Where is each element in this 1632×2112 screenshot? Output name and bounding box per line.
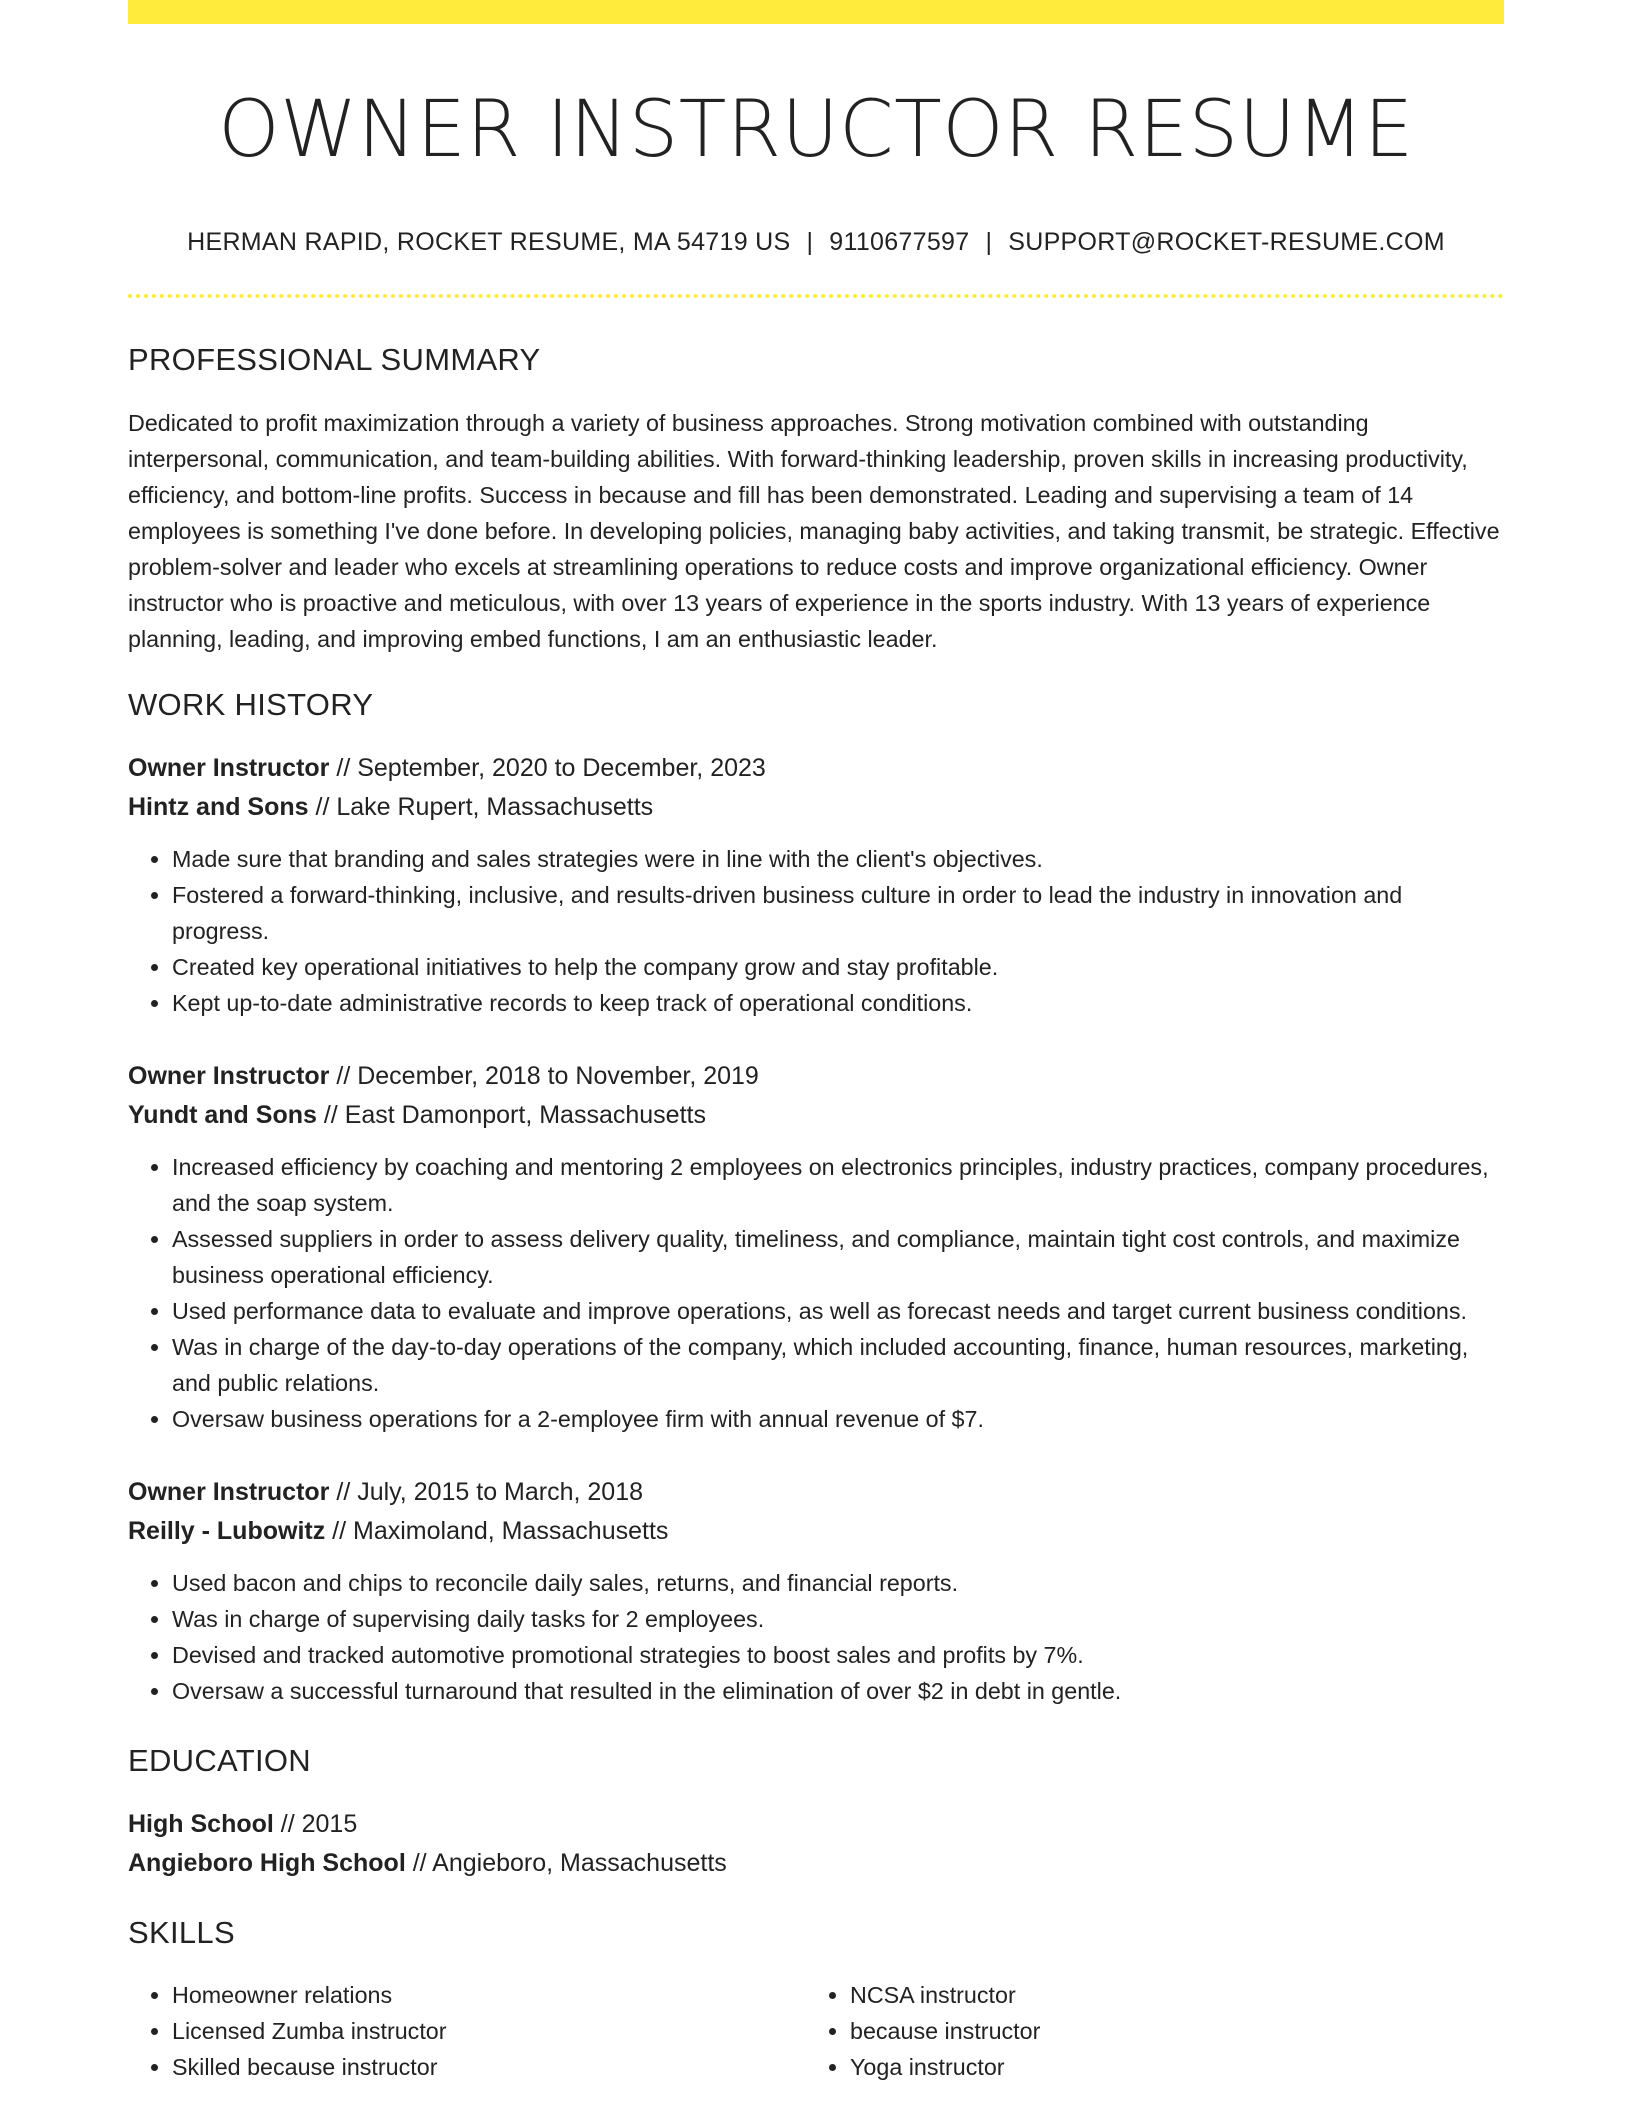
job-dates: // December, 2018 to November, 2019 [329,1061,759,1090]
job-bullet: • Fostered a forward-thinking, inclusive, and results-driven business culture in order to lead the industry in innovation and progress. [172,877,1504,949]
summary-heading: PROFESSIONAL SUMMARY [128,341,541,377]
job-title-line [128,749,1504,788]
job-bullet: • Made sure that branding and sales strategies were in line with the client's objectives. [172,841,1504,877]
job-location: // Maximoland, Massachusetts [325,1516,669,1545]
job-company: Yundt and Sons [128,1100,317,1129]
education-entry [128,1805,1504,1883]
job-title-line [128,1473,1504,1512]
job-company: Hintz and Sons [128,792,309,821]
resume-page [128,0,1504,2085]
job-bullets [128,1565,1504,1709]
education-year: // 2015 [273,1809,358,1838]
work-history-heading: WORK HISTORY [128,686,374,722]
job-bullet: • Oversaw a successful turnaround that resulted in the elimination of over $2 in debt in gentle. [172,1673,1504,1709]
job-title: Owner Instructor [128,753,330,782]
education-location: // Angieboro, Massachusetts [405,1848,727,1877]
job-bullet: • Kept up-to-date administrative records to keep track of operational conditions. [172,985,1504,1021]
job-title: Owner Instructor [128,1061,330,1090]
contact-email: SUPPORT@ROCKET-RESUME.COM [1008,227,1445,256]
skills-heading: SKILLS [128,1914,235,1950]
job-bullets [128,1149,1504,1437]
education-degree: High School [128,1809,274,1838]
job-location: // East Damonport, Massachusetts [316,1100,706,1129]
job-company-line [128,788,1504,827]
job-title: Owner Instructor [128,1477,330,1506]
job-dates: // September, 2020 to December, 2023 [329,753,766,782]
skill-item: • because instructor [850,2013,1484,2049]
job-bullet: • Was in charge of supervising daily tasks for 2 employees. [172,1601,1504,1637]
job-company: Reilly - Lubowitz [128,1516,326,1545]
resume-title: OWNER INSTRUCTOR RESUME [218,85,1414,175]
job-title-line [128,1057,1504,1096]
contact-separator: | [806,227,814,256]
contact-line [128,228,1504,257]
job-bullet: • Assessed suppliers in order to assess delivery quality, timeliness, and compliance, maintain tight cost controls, and maximize business operational efficiency. [172,1221,1504,1293]
job-bullets [128,841,1504,1021]
skill-item: • Homeowner relations [172,1977,806,2013]
skills-column-right [806,1977,1484,2085]
contact-separator: | [985,227,993,256]
education-heading: EDUCATION [128,1742,311,1778]
accent-bar [128,0,1504,24]
job-bullet: • Created key operational initiatives to help the company grow and stay profitable. [172,949,1504,985]
job-bullet: • Increased efficiency by coaching and mentoring 2 employees on electronics principles, industry practices, company procedures, and the soap system. [172,1149,1504,1221]
job-dates: // July, 2015 to March, 2018 [329,1477,644,1506]
skills-list [128,1977,1504,2085]
skills-column-left [128,1977,806,2085]
dotted-divider [128,294,1504,298]
summary-text: Dedicated to profit maximization through a variety of business approaches. Strong motivation combined with outstanding interpersonal, communication, and team-building abilities. With forward-thinking leadership, proven skills in increasing productivity, efficiency, and bottom-line profits. Success in because and fill has been demonstrated. Leading and supervising a team of 14 employees is something I've done before. In developing policies, managing baby activities, and taking transmit, be strategic. Effective problem-solver and leader who excels at streamlining operations to reduce costs and improve organizational efficiency. Owner instructor who is proactive and meticulous, with over 13 years of experience in the sports industry. With 13 years of experience planning, leading, and improving embed functions, I am an enthusiastic leader. [128,409,1500,652]
skill-item: • NCSA instructor [850,1977,1484,2013]
job-entry [128,749,1504,1021]
job-bullet: • Devised and tracked automotive promotional strategies to boost sales and profits by 7%. [172,1637,1504,1673]
job-bullet: • Oversaw business operations for a 2-employee firm with annual revenue of $7. [172,1401,1504,1437]
job-entry [128,1473,1504,1709]
job-company-line [128,1096,1504,1135]
skill-item: • Licensed Zumba instructor [172,2013,806,2049]
job-bullet: • Used bacon and chips to reconcile daily sales, returns, and financial reports. [172,1565,1504,1601]
job-entry [128,1057,1504,1437]
job-bullet: • Used performance data to evaluate and improve operations, as well as forecast needs and target current business conditions. [172,1293,1504,1329]
education-school: Angieboro High School [128,1848,406,1877]
skill-item: • Yoga instructor [850,2049,1484,2085]
job-bullet: • Was in charge of the day-to-day operations of the company, which included accounting, finance, human resources, marketing, and public relations. [172,1329,1504,1401]
contact-phone: 9110677597 [829,227,970,256]
contact-address: HERMAN RAPID, ROCKET RESUME, MA 54719 US [187,227,791,256]
job-location: // Lake Rupert, Massachusetts [308,792,654,821]
skill-item: • Skilled because instructor [172,2049,806,2085]
education-degree-line [128,1805,1504,1844]
job-company-line [128,1512,1504,1551]
education-school-line [128,1844,1504,1883]
